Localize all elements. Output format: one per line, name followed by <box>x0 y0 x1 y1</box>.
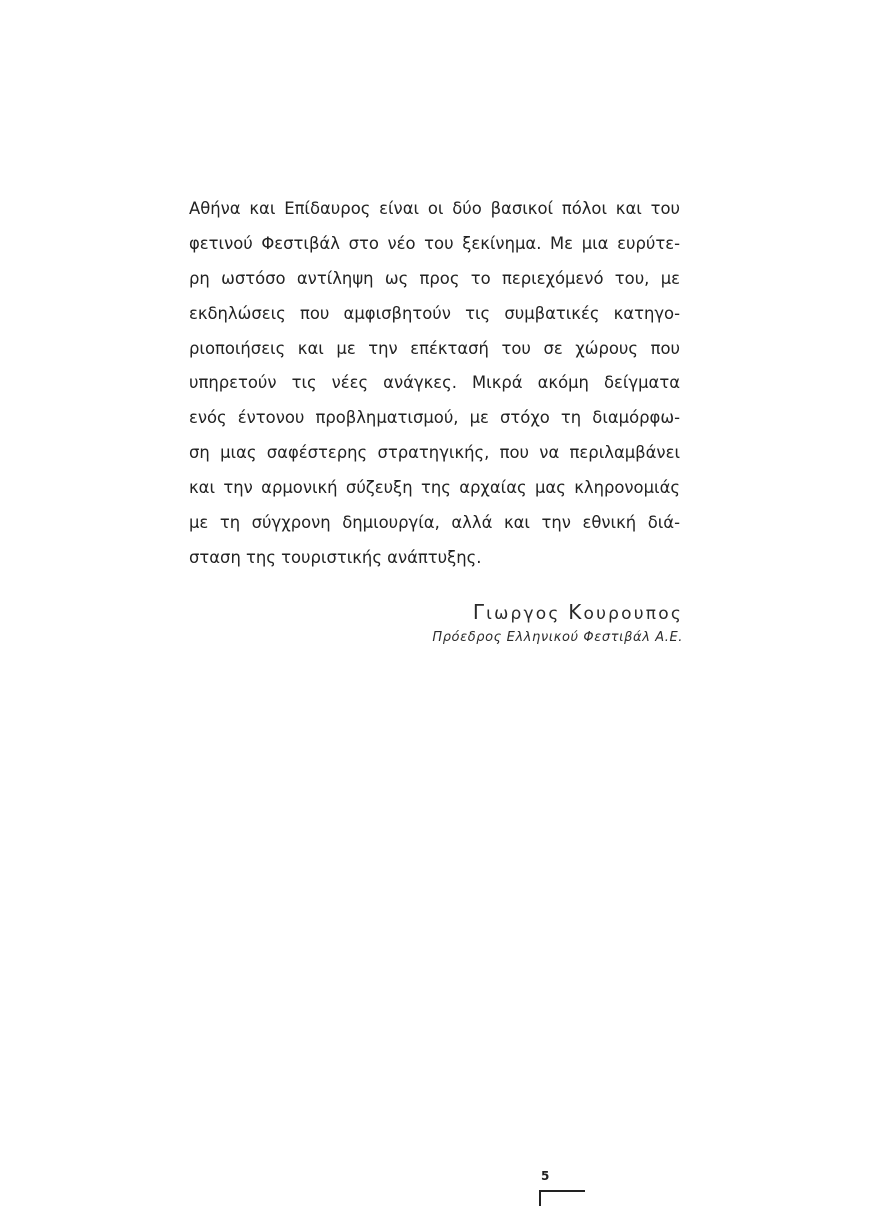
paragraph-line: φετινού Φεστιβάλ στο νέο του ξεκίνημα. Με μια ευρύτε- <box>189 233 680 253</box>
name-initial: Γ <box>472 600 487 624</box>
surname-part: ουρουπος <box>583 604 683 624</box>
name-part: ιωργος <box>486 604 561 624</box>
paragraph-line: με τη σύγχρονη δημιουργία, αλλά και την εθνική διά- <box>189 513 680 533</box>
paragraph-line: ρη ωστόσο αντίληψη ως προς το περιεχόμενό του, με <box>189 268 680 288</box>
surname-initial: Κ <box>568 600 584 624</box>
page-corner-mark <box>539 1190 585 1206</box>
paragraph-line: εκδηλώσεις που αμφισβητούν τις συμβατικές κατηγο- <box>189 303 680 323</box>
signatory-title: Πρόεδρος Ελληνικού Φεστιβάλ Α.Ε. <box>432 630 683 645</box>
paragraph-line: ριοποιήσεις και με την επέκτασή του σε χώρους που <box>189 338 680 358</box>
body-paragraph <box>189 192 680 576</box>
signature-block <box>432 598 683 648</box>
signatory-name <box>432 598 683 628</box>
paragraph-line: Αθήνα και Επίδαυρος είναι οι δύο βασικοί πόλοι και του <box>189 199 680 218</box>
page-number: 5 <box>541 1169 550 1183</box>
paragraph-line: σταση της τουριστικής ανάπτυξης. <box>189 547 482 567</box>
paragraph-line: και την αρμονική σύζευξη της αρχαίας μας κληρονομιάς <box>189 478 680 498</box>
paragraph-line: ενός έντονου προβληματισμού, με στόχο τη διαμόρφω- <box>189 408 680 428</box>
paragraph-line: υπηρετούν τις νέες ανάγκες. Μικρά ακόμη δείγματα <box>189 373 680 393</box>
paragraph-line: ση μιας σαφέστερης στρατηγικής, που να περιλαμβάνει <box>189 443 680 463</box>
